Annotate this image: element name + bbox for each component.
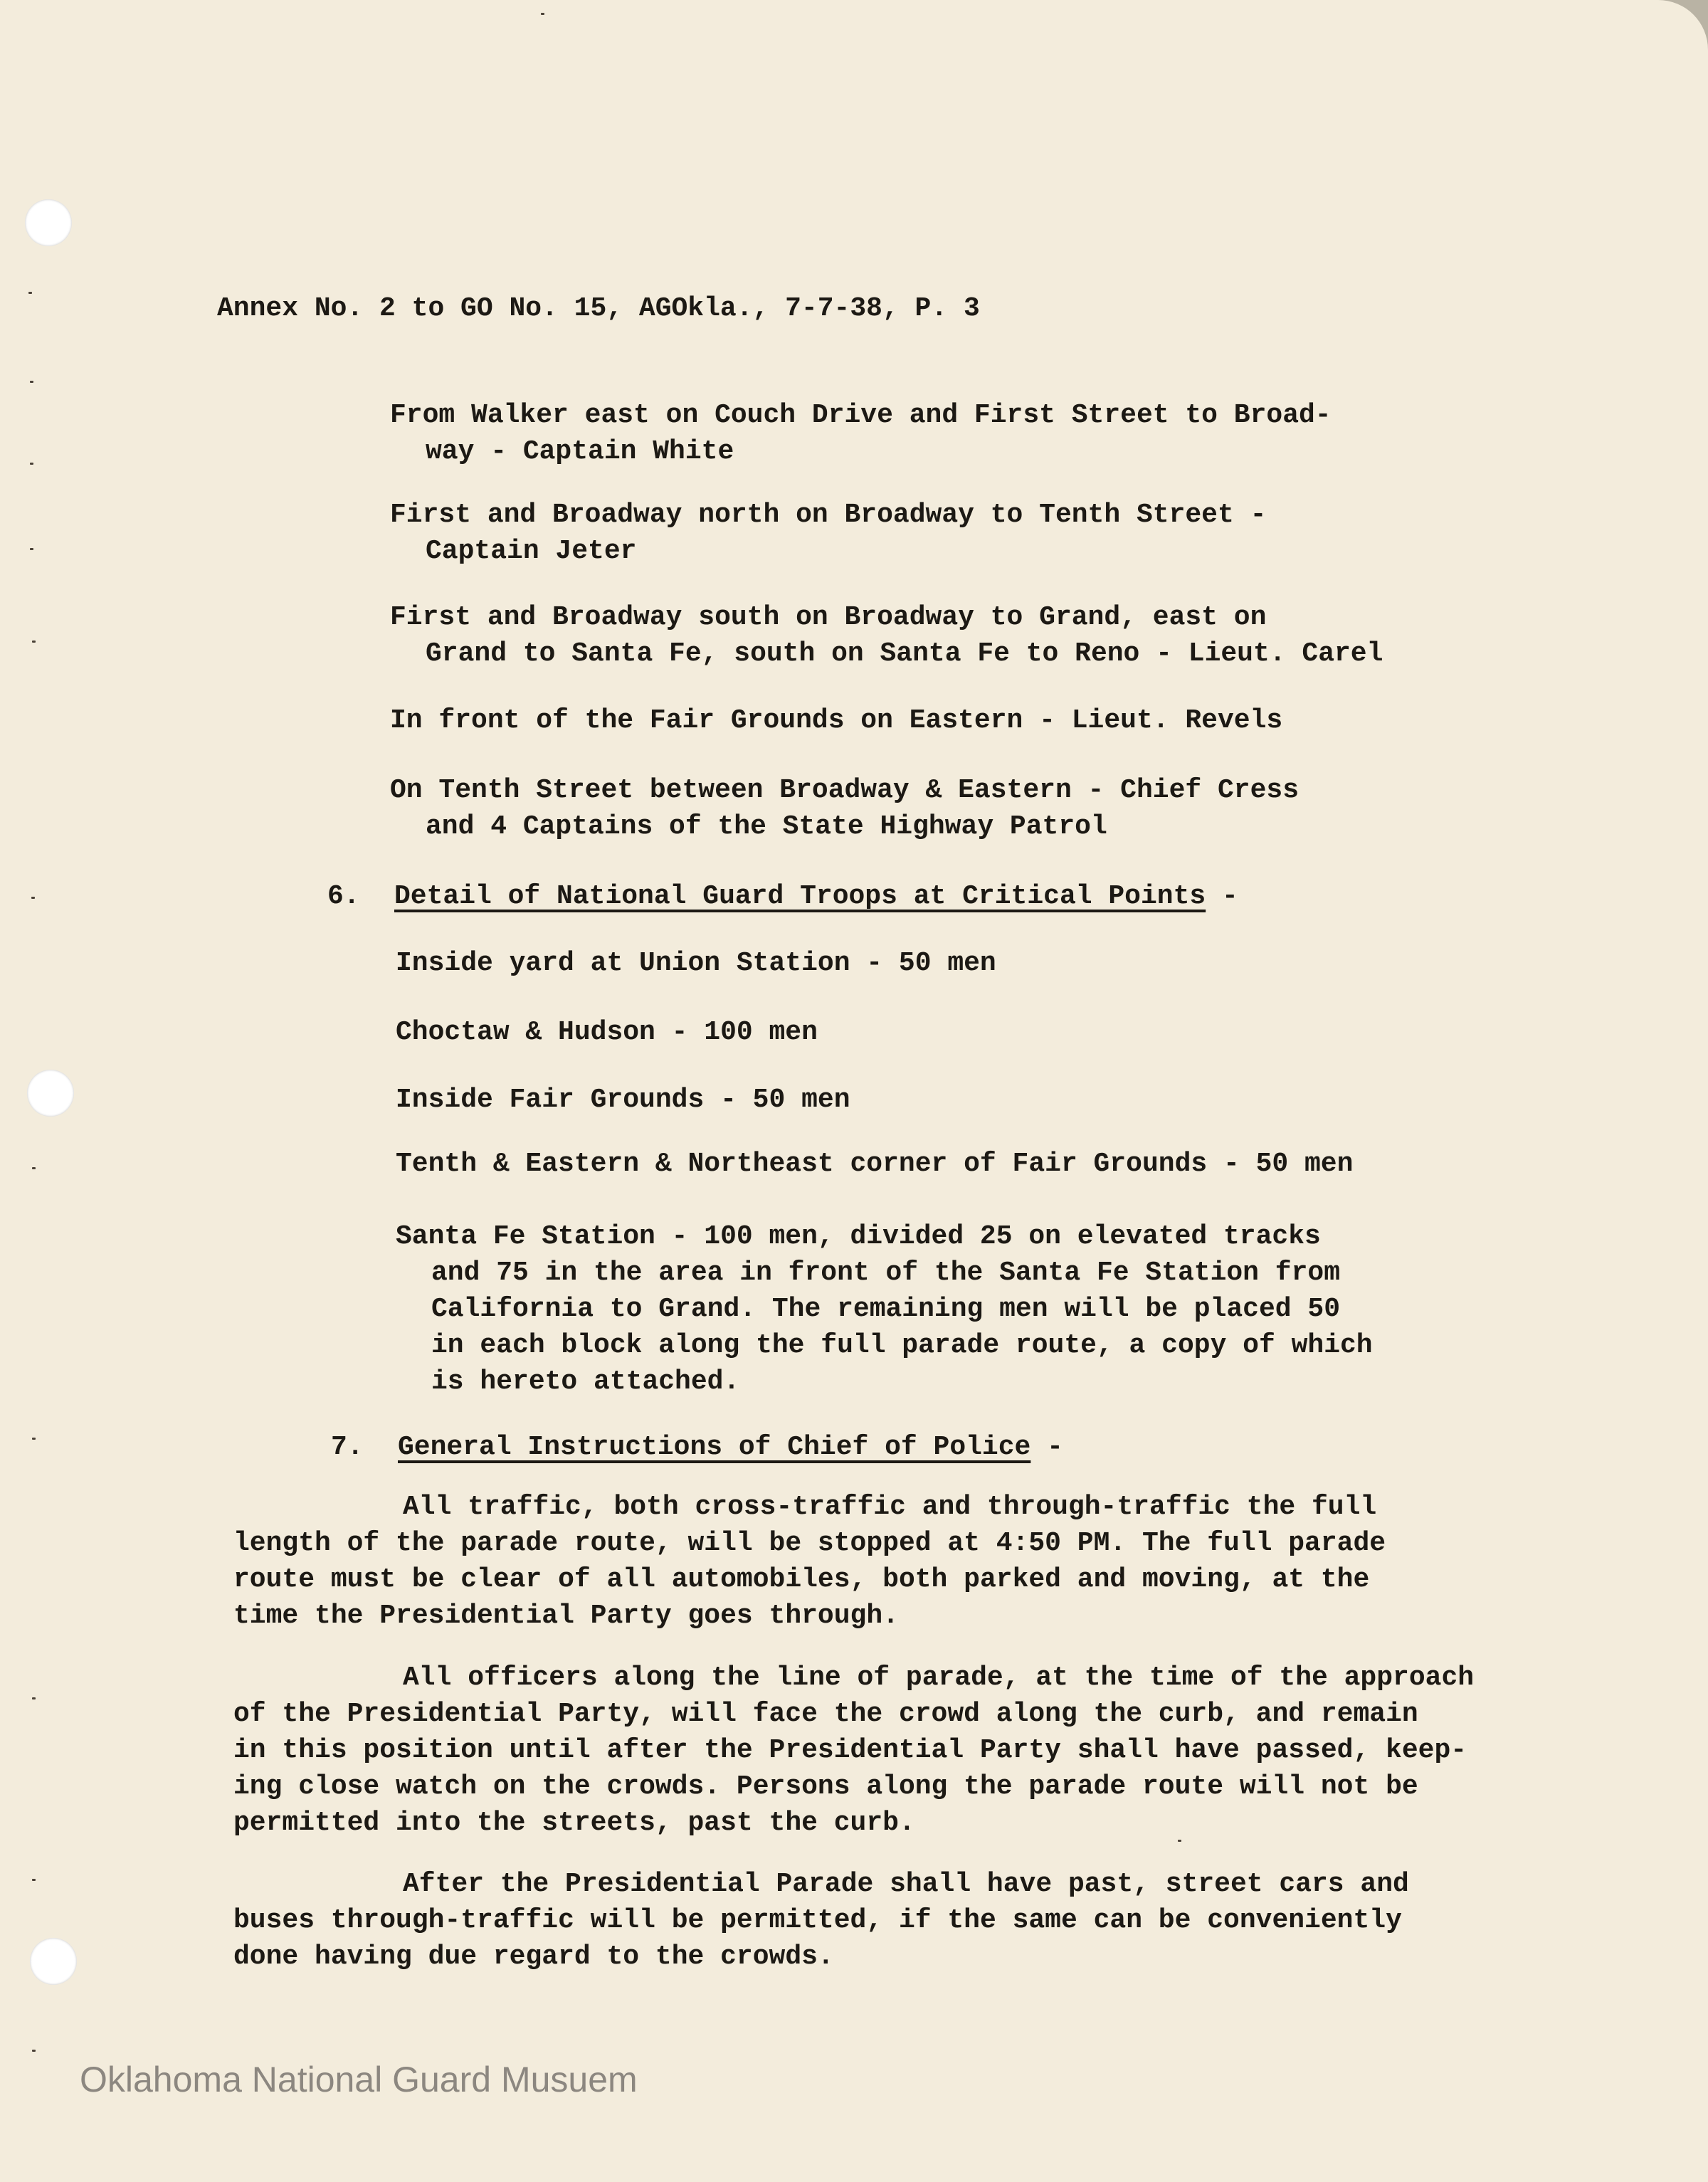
margin-mark <box>32 641 36 643</box>
margin-mark <box>30 463 33 465</box>
troop-line: Inside Fair Grounds - 50 men <box>396 1085 850 1115</box>
route-line: From Walker east on Couch Drive and First Street to Broad- <box>390 400 1332 431</box>
troop-detail <box>396 1218 1373 1400</box>
route-line: First and Broadway south on Broadway to Grand, east on <box>390 602 1267 633</box>
paragraph-line: of the Presidential Party, will face the crowd along the curb, and remain <box>233 1699 1418 1729</box>
instruction-paragraph <box>233 1866 1409 1975</box>
troop-line: Tenth & Eastern & Northeast corner of Fair Grounds - 50 men <box>396 1149 1354 1179</box>
punch-hole-middle <box>27 1070 74 1117</box>
section-dash: - <box>1030 1432 1063 1462</box>
troop-line: and 75 in the area in front of the Santa Fe Station from <box>431 1258 1341 1288</box>
route-line: On Tenth Street between Broadway & Eastern - Chief Cress <box>390 775 1300 806</box>
section-dash: - <box>1206 881 1238 912</box>
instruction-paragraph <box>233 1660 1474 1841</box>
section-7-heading <box>331 1429 1063 1465</box>
margin-mark <box>32 2050 36 2052</box>
punch-hole-top <box>25 199 72 246</box>
section-title: General Instructions of Chief of Police <box>398 1432 1031 1462</box>
troop-detail <box>396 1146 1353 1182</box>
route-line: First and Broadway north on Broadway to Tenth Street - <box>390 500 1267 530</box>
margin-mark <box>32 1438 36 1440</box>
troop-detail <box>396 1082 850 1118</box>
section-6-heading <box>327 878 1238 915</box>
paragraph-line: All officers along the line of parade, at the time of the approach <box>403 1662 1475 1693</box>
troop-line: Santa Fe Station - 100 men, divided 25 on elevated tracks <box>396 1221 1321 1252</box>
instruction-paragraph <box>233 1489 1386 1634</box>
margin-mark <box>31 897 35 899</box>
troop-line: is hereto attached. <box>431 1366 740 1397</box>
paragraph-line: After the Presidential Parade shall have past, street cars and <box>403 1869 1409 1899</box>
margin-mark <box>32 1167 36 1169</box>
paragraph-line: length of the parade route, will be stopped at 4:50 PM. The full parade <box>233 1528 1386 1559</box>
margin-mark <box>32 1879 36 1881</box>
margin-mark <box>32 1697 36 1699</box>
troop-line: Choctaw & Hudson - 100 men <box>396 1017 818 1048</box>
section-number: 6. <box>327 881 360 912</box>
troop-line: Inside yard at Union Station - 50 men <box>396 948 996 979</box>
route-line: and 4 Captains of the State Highway Patrol <box>426 811 1107 842</box>
margin-mark <box>30 381 33 383</box>
route-assignment <box>390 397 1332 470</box>
margin-mark <box>28 292 32 294</box>
route-line: In front of the Fair Grounds on Eastern - Lieut. Revels <box>390 705 1283 736</box>
paragraph-line: done having due regard to the crowds. <box>233 1941 834 1972</box>
paragraph-line: route must be clear of all automobiles, both parked and moving, at the <box>233 1564 1370 1595</box>
paragraph-line: ing close watch on the crowds. Persons along the parade route will not be <box>233 1771 1418 1802</box>
route-assignment <box>390 599 1383 672</box>
section-number: 7. <box>331 1432 364 1462</box>
paragraph-line: buses through-traffic will be permitted, if the same can be conveniently <box>233 1905 1402 1936</box>
annex-header: Annex No. 2 to GO No. 15, AGOkla., 7-7-38, P. 3 <box>217 293 980 324</box>
margin-mark <box>541 13 544 15</box>
troop-detail <box>396 945 996 981</box>
section-title: Detail of National Guard Troops at Critical Points <box>394 881 1206 912</box>
museum-watermark: Oklahoma National Guard Musuem <box>80 2060 638 2099</box>
route-line: way - Captain White <box>426 436 734 467</box>
paragraph-line: time the Presidential Party goes through. <box>233 1601 899 1631</box>
route-assignment <box>390 497 1266 569</box>
route-line: Captain Jeter <box>426 536 637 566</box>
troop-line: in each block along the full parade route, a copy of which <box>431 1330 1373 1361</box>
route-assignment <box>390 772 1299 845</box>
margin-mark <box>30 548 33 550</box>
route-assignment <box>390 702 1282 739</box>
troop-detail <box>396 1014 818 1050</box>
punch-hole-bottom <box>30 1938 77 1985</box>
troop-line: California to Grand. The remaining men will be placed 50 <box>431 1294 1341 1324</box>
paragraph-line: All traffic, both cross-traffic and through-traffic the full <box>403 1492 1377 1522</box>
paragraph-line: in this position until after the Presidential Party shall have passed, keep- <box>233 1735 1467 1766</box>
paragraph-line: permitted into the streets, past the curb. <box>233 1808 915 1838</box>
route-line: Grand to Santa Fe, south on Santa Fe to Reno - Lieut. Carel <box>426 638 1383 669</box>
